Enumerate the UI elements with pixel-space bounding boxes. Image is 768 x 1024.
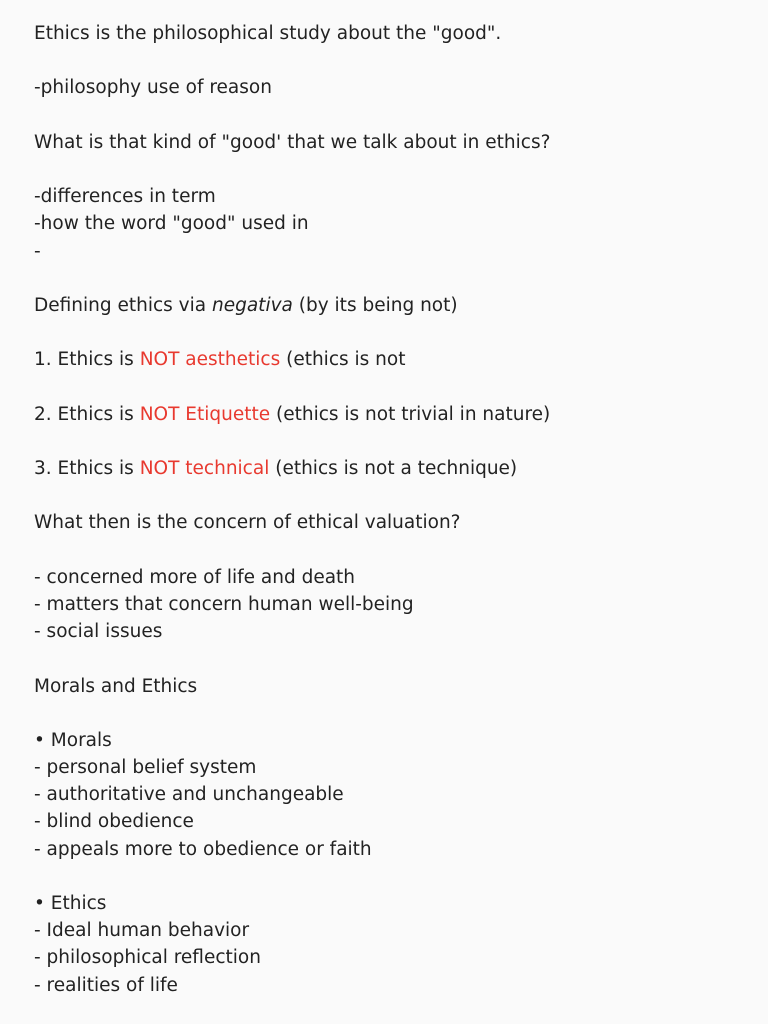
- negativa-prefix: Defining ethics via: [34, 294, 212, 316]
- blank-line: [34, 102, 754, 129]
- morals-item: - blind obedience: [34, 811, 194, 833]
- question-concern: What then is the concern of ethical valuation?: [34, 512, 461, 534]
- negativa-line: [34, 292, 754, 319]
- blank-line: [34, 863, 754, 890]
- not-item: [34, 455, 754, 482]
- not-item: [34, 346, 754, 373]
- not-item-highlight: NOT technical: [139, 458, 270, 479]
- ethics-item: - Ideal human behavior: [34, 920, 250, 942]
- morals-heading: • Morals: [34, 729, 112, 751]
- ethics-item: - realities of life: [34, 974, 178, 996]
- concern-item: - social issues: [34, 621, 163, 643]
- not-item-prefix: 2. Ethics is: [34, 403, 140, 425]
- negativa-suffix: (by its being not): [292, 294, 458, 316]
- not-item-highlight: NOT Etiquette: [139, 403, 271, 425]
- philosophy-point: -philosophy use of reason: [34, 77, 272, 99]
- not-item-prefix: 1. Ethics is: [34, 349, 140, 371]
- blank-line: [34, 482, 754, 509]
- morals-ethics-heading: Morals and Ethics: [34, 675, 198, 697]
- note-body: [34, 20, 754, 999]
- ethics-heading: • Ethics: [34, 893, 107, 914]
- blank-line: [34, 428, 754, 455]
- ethics-item: - philosophical reflection: [34, 947, 261, 969]
- blank-line: [34, 537, 754, 564]
- word-good-point: -how the word "good" used in: [34, 213, 309, 235]
- blank-line: [34, 319, 754, 346]
- morals-item: - personal belief system: [34, 757, 257, 779]
- blank-line: [34, 265, 754, 292]
- question-good: What is that kind of "good' that we talk about in ethics?: [34, 131, 551, 153]
- morals-item: - authoritative and unchangeable: [34, 784, 344, 806]
- not-item-prefix: 3. Ethics is: [34, 458, 140, 479]
- intro-text: Ethics is the philosophical study about the "good".: [34, 23, 502, 44]
- not-item-suffix: (ethics is not: [280, 349, 406, 371]
- not-item-suffix: (ethics is not a technique): [269, 458, 518, 479]
- empty-dash: -: [34, 240, 41, 262]
- blank-line: [34, 156, 754, 183]
- morals-item: - appeals more to obedience or faith: [34, 838, 372, 860]
- blank-line: [34, 47, 754, 74]
- negativa-italic: negativa: [212, 294, 293, 316]
- not-item-highlight: NOT aesthetics: [139, 349, 281, 371]
- not-item: [34, 401, 754, 428]
- concern-item: - matters that concern human well-being: [34, 593, 414, 615]
- not-item-suffix: (ethics is not trivial in nature): [270, 403, 551, 425]
- blank-line: [34, 373, 754, 400]
- differences-point: -differences in term: [34, 186, 216, 208]
- concern-item: - concerned more of life and death: [34, 566, 356, 588]
- blank-line: [34, 645, 754, 672]
- blank-line: [34, 700, 754, 727]
